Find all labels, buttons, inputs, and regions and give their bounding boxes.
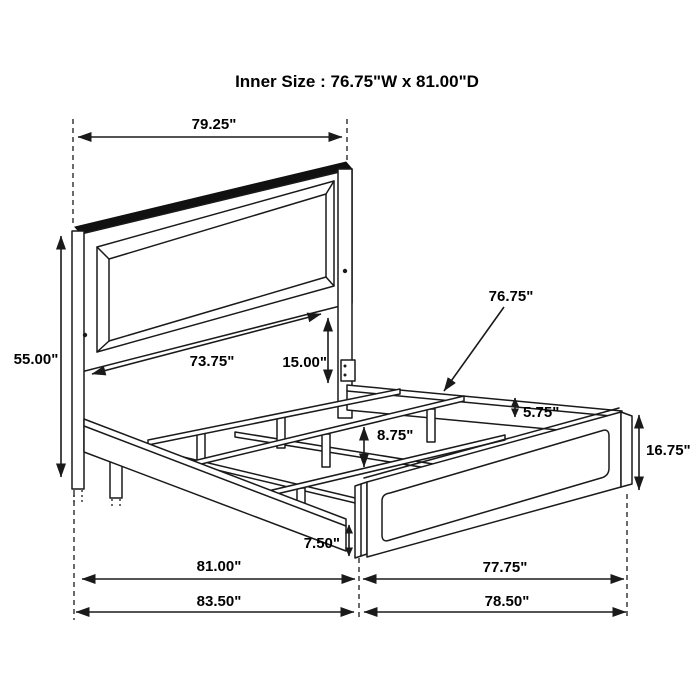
- slat-leg: [197, 431, 205, 462]
- footboard-right-cap: [621, 412, 632, 487]
- dim-label: 76.75": [488, 288, 534, 305]
- headboard-left-leg: [72, 231, 84, 489]
- slat-leg: [427, 409, 435, 442]
- page-title: Inner Size : 76.75"W x 81.00"D: [235, 72, 479, 91]
- rail-bracket: [341, 360, 355, 381]
- dim-label: 7.50": [303, 535, 340, 552]
- dim-label: 5.75": [523, 404, 560, 421]
- dim-label: 81.00": [196, 558, 242, 575]
- dim-label: 83.50": [196, 593, 242, 610]
- slat-leg: [322, 434, 330, 467]
- dim-label: 8.75": [377, 427, 414, 444]
- dim-label: 16.75": [646, 442, 691, 459]
- dim-label: 73.75": [189, 353, 235, 370]
- dim-label: 79.25": [191, 116, 237, 133]
- screw-dot: [343, 269, 347, 273]
- dim-label: 15.00": [282, 354, 327, 371]
- screw-dot: [83, 333, 87, 337]
- dim-label: 77.75": [482, 559, 528, 576]
- dim-label: 55.00": [13, 351, 59, 368]
- dim-label: 78.50": [484, 593, 530, 610]
